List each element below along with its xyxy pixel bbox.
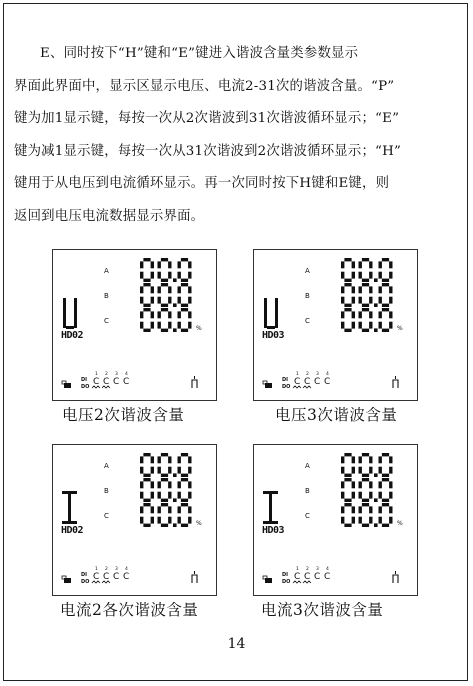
phase-label-b: B [104,292,109,300]
comm-icon [62,381,71,388]
phase-label-b: B [104,487,109,495]
channel-number: 2 [105,372,108,377]
channel-number: 3 [316,372,319,377]
phase-label-a: A [104,267,109,275]
channel-number: 1 [95,567,98,572]
paragraph-line: 界面此界面中，显示区显示电压、电流2-31次的谐波含量。“P” [14,78,395,94]
instruction-paragraph [14,38,452,233]
phase-label-a: A [305,267,310,275]
channel-indicator: C [103,377,110,387]
channel-indicator: C [123,377,130,387]
channel-indicator: C [314,377,321,387]
harmonic-order-label: HD03 [262,525,285,536]
channel-indicator: C [93,572,100,582]
channel-indicator: C [113,572,120,582]
pulse-icon [192,376,197,388]
pulse-icon [192,571,197,583]
channel-indicator: C [113,377,120,387]
channel-indicator: C [314,572,321,582]
channel-number: 2 [105,567,108,572]
channel-number: 3 [115,372,118,377]
paragraph-line: 键为加1显示键，每按一次从2次谐波到31次谐波循环显示；“E” [14,111,400,126]
phase-label-a: A [104,462,109,470]
comm-icon [62,576,71,583]
channel-indicator: C [123,572,130,582]
status-bar [263,566,398,585]
channel-indicator: C [93,377,100,387]
harmonic-order-label: HD02 [61,330,84,341]
pulse-icon [393,571,398,583]
lcd-screen [253,444,418,596]
channel-number: 1 [95,372,98,377]
status-bar [62,566,197,585]
lcd-screen [52,444,217,596]
phase-label-c: C [104,512,109,520]
channel-indicator: C [304,377,311,387]
channel-indicator: C [294,572,301,582]
phase-label-b: B [305,487,310,495]
panel-caption: 电流3次谐波含量 [261,601,384,619]
channel-indicator: C [103,572,110,582]
status-bar [263,371,398,390]
paragraph-line: 键为减1显示键，每按一次从31次谐波到2次谐波循环显示；“H” [14,143,402,159]
percent-unit: % [196,520,202,527]
pulse-icon [393,376,398,388]
channel-number: 2 [306,372,309,377]
lcd-display-graphic [53,445,215,594]
panel-caption: 电压3次谐波含量 [275,406,398,424]
channel-indicator: C [294,377,301,387]
do-label: DO [282,579,291,585]
channel-indicator: C [324,377,331,387]
channel-indicator: C [304,572,311,582]
lcd-screen [253,249,418,401]
harmonic-order-label: HD03 [262,330,285,341]
lcd-screen [52,249,217,401]
phase-label-c: C [104,317,109,325]
channel-indicator: C [324,572,331,582]
paragraph-line: E、同时按下“H”键和“E”键进入谐波含量类参数显示 [40,46,359,61]
paragraph-line: 键用于从电压到电流循环显示。再一次同时按下H键和E键，则 [14,176,390,191]
channel-number: 1 [296,372,299,377]
do-label: DO [282,384,291,390]
phase-label-b: B [305,292,310,300]
status-bar [62,371,197,390]
comm-icon [263,576,272,583]
di-label: DI [81,377,88,383]
phase-label-c: C [305,512,310,520]
lcd-display-graphic [53,250,215,399]
percent-unit: % [397,520,403,527]
channel-number: 4 [125,567,128,572]
di-label: DI [282,572,289,578]
di-label: DI [81,572,88,578]
channel-number: 1 [296,567,299,572]
channel-number: 4 [326,567,329,572]
page-number: 14 [227,636,246,652]
channel-number: 2 [306,567,309,572]
comm-icon [263,381,272,388]
percent-unit: % [196,325,202,332]
harmonic-order-label: HD02 [61,525,84,536]
phase-label-c: C [305,317,310,325]
channel-number: 4 [326,372,329,377]
lcd-display-graphic [254,250,416,399]
channel-number: 3 [115,567,118,572]
percent-unit: % [397,325,403,332]
do-label: DO [81,384,90,390]
phase-label-a: A [305,462,310,470]
di-label: DI [282,377,289,383]
do-label: DO [81,579,90,585]
paragraph-line: 返回到电压电流数据显示界面。 [14,208,205,224]
panel-caption: 电压2次谐波含量 [62,406,185,424]
channel-number: 3 [316,567,319,572]
channel-number: 4 [125,372,128,377]
panel-caption: 电流2各次谐波含量 [60,601,199,619]
lcd-display-graphic [254,445,416,594]
